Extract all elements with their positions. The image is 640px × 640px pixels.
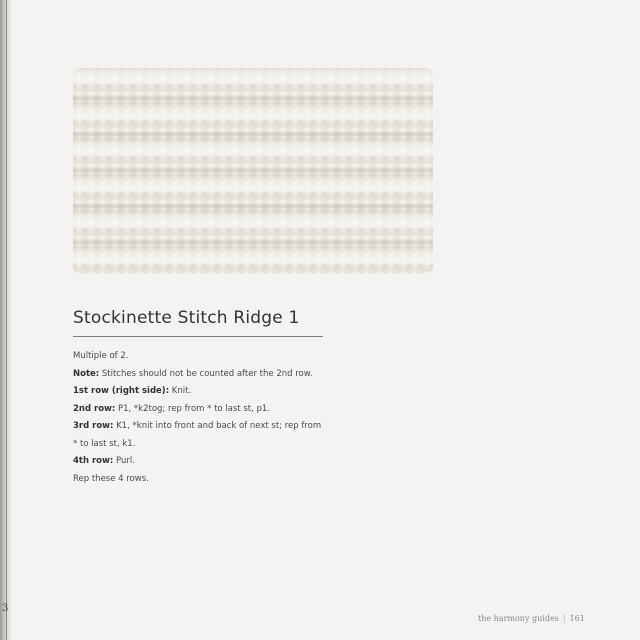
row-3-continuation: * to last st, k1. xyxy=(73,438,136,449)
row-3-label: 3rd row: xyxy=(73,421,114,431)
page-footer xyxy=(478,614,585,623)
footer-separator: | xyxy=(562,614,566,623)
row-4-label: 4th row: xyxy=(73,456,114,466)
note-text: Stitches should not be counted after the 2nd row. xyxy=(99,368,313,379)
row-4-line xyxy=(73,453,353,471)
row-2-text: P1, *k2tog; rep from * to last st, p1. xyxy=(115,403,271,414)
pattern-title: Stockinette Stitch Ridge 1 xyxy=(73,308,300,328)
row-1-text: Knit. xyxy=(169,386,192,396)
row-1-label: 1st row (right side): xyxy=(73,386,170,396)
series-title: the harmony guides xyxy=(478,614,559,623)
multiple-line: Multiple of 2. xyxy=(73,351,129,361)
gutter-line xyxy=(6,0,7,640)
title-rule xyxy=(73,336,323,337)
row-2-line xyxy=(73,401,353,419)
knitted-swatch-photo xyxy=(73,68,433,274)
pattern-instructions xyxy=(73,348,353,488)
row-3-text-a: K1, *knit into front and back of next st; rep from xyxy=(113,421,322,431)
row-1-line xyxy=(73,383,353,401)
page-number: 161 xyxy=(569,614,585,623)
repeat-line: Rep these 4 rows. xyxy=(73,473,149,484)
note-line xyxy=(73,366,353,384)
gutter-mark: 3 xyxy=(2,603,9,614)
row-4-text: Purl. xyxy=(113,456,135,466)
note-label: Note: xyxy=(73,368,100,379)
row-3-line xyxy=(73,418,353,436)
row-2-label: 2nd row: xyxy=(73,403,116,414)
